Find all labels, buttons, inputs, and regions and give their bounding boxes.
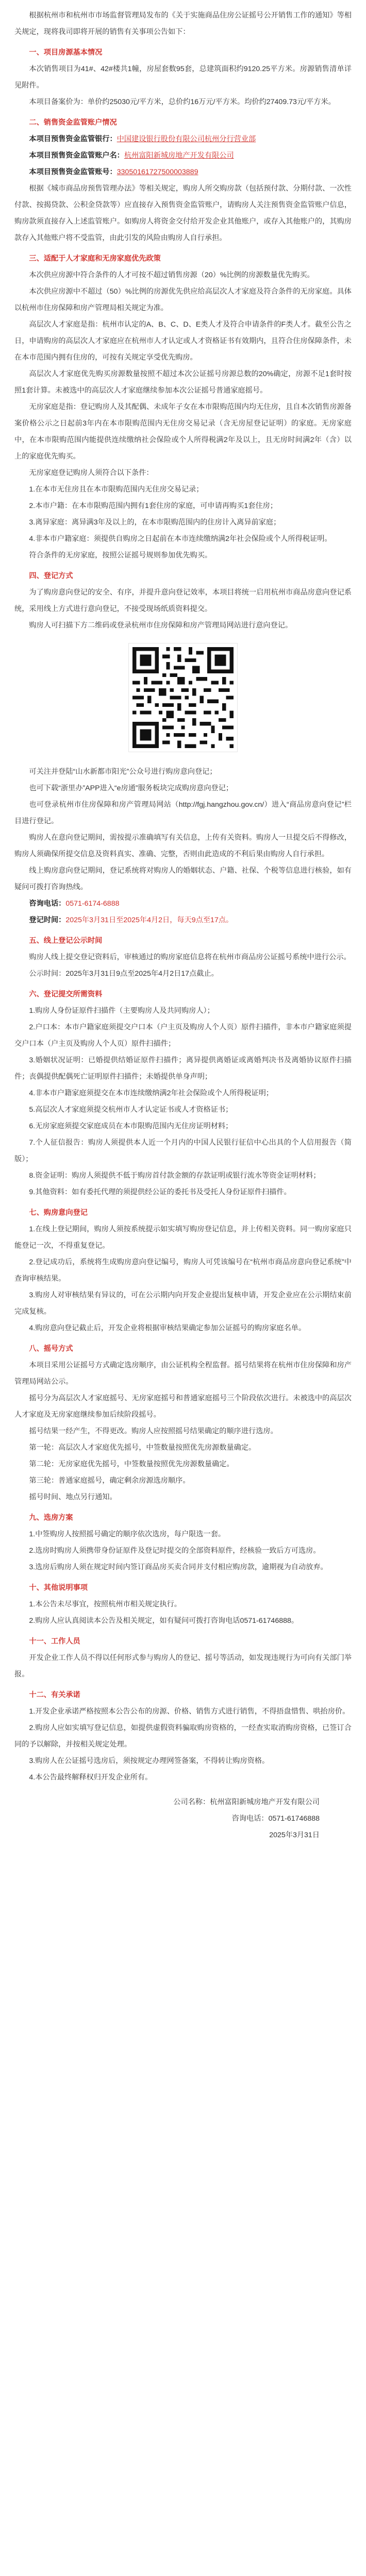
- section-7-item: 4.购房意向登记截止后，开发企业将根据审核结果确定参加公证摇号的购房家庭名单。: [29, 1324, 306, 1332]
- section-4-para: 也可登录杭州市住房保障和房产管理局网站（http://fgj.hangzhou.gov.cn/）进入“商品房意向登记”栏目进行登记。: [14, 801, 352, 825]
- section-4-para: 可关注并登陆“山水新都市阳光”公众号进行购房意向登记；: [29, 768, 217, 776]
- section-4-para: 也可下载“浙里办”APP进入“e房通”服务板块完成购房意向登记；: [29, 784, 234, 792]
- section-9-item: 3.选房后购房人须在规定时间内签订商品房买卖合同并支付相应购房款，逾期视为自动放弃。: [29, 1563, 328, 1571]
- registration-time-value: 2025年3月31日至2025年4月2日，每天9点至17点。: [65, 916, 234, 924]
- intro-paragraph: 根据杭州市和杭州市市场监督管理局发布的《关于实施商品住房公证摇号公开销售工作的通知》等相关规定，现将我司即将开展的销售有关事项公告如下：: [14, 11, 352, 36]
- info-key: 本项目预售资金监管账户名：: [29, 151, 124, 160]
- section-9-item: 1.中签购房人按照摇号确定的顺序依次选房，每户限选一套。: [29, 1530, 226, 1538]
- section-10-item: 2.购房人应认真阅读本公告及相关规定，如有疑问可拨打咨询电话0571-61746888。: [29, 1617, 299, 1625]
- section-8-para: 本项目采用公证摇号方式确定选房顺序，由公证机构全程监督。摇号结果将在杭州市住房保障和房产管理局网站公示。: [14, 1361, 352, 1386]
- section-8-para: 第三轮：普通家庭摇号，确定剩余房源选房顺序。: [29, 1477, 190, 1485]
- section-4-para: 线上购房意向登记期间，登记系统将对购房人的婚姻状态、户籍、社保、个税等信息进行核验，如有疑问可拨打咨询热线。: [14, 867, 352, 891]
- section-8-title: 八、摇号方式: [29, 1345, 73, 1353]
- section-8-para: 摇号分为高层次人才家庭摇号、无房家庭摇号和普通家庭摇号三个阶段依次进行。未被选中的高层次人才家庭及无房家庭继续参加后续阶段摇号。: [14, 1394, 352, 1419]
- hotline-value: 0571-6174-6888: [65, 900, 120, 908]
- bank-line: [14, 131, 352, 147]
- section-7-item: 2.登记成功后，系统将生成购房意向登记编号，购房人可凭该编号在“杭州市商品房意向登记系统”中查询审核结果。: [14, 1258, 352, 1283]
- signature-date: 2025年3月31日: [269, 1831, 320, 1839]
- section-3-para: 无房家庭是指：登记购房人及其配偶、未成年子女在本市限购范围内均无住房，且自本次销售房源备案价格公示之日起前3年内在本市限购范围内无住房交易记录（含无房屋登记证明）的家庭。无房家庭中，在本市限购范围内能提供连续缴纳社会保险或个人所得税满2年及以上，且无房时间满2年（含）以上的家庭优先购买。: [14, 403, 352, 461]
- section-3-title: 三、适配于人才家庭和无房家庭优先政策: [29, 255, 161, 263]
- section-3-list-item: 3.离异家庭：离异满3年及以上的，在本市限购范围内的住房计入离异前家庭；: [29, 518, 281, 527]
- section-9-item: 2.选房时购房人须携带身份证原件及登记时提交的全部资料原件，经核验一致后方可选房。: [29, 1547, 321, 1555]
- section-6-item: 9.其他资料：如有委托代理的须提供经公证的委托书及受托人身份证原件扫描件。: [29, 1188, 291, 1196]
- registration-time-line: [14, 912, 352, 928]
- section-1-para: 本项目备案价为：单价约25030元/平方米，总价约16万元/平方米。均价约27409.73元/平方米。: [29, 98, 336, 106]
- info-key: 咨询电话：: [29, 900, 66, 908]
- section-7-item: 3.购房人对审核结果有异议的，可在公示期内向开发企业提出复核申请，开发企业应在公示期结束前完成复核。: [14, 1291, 352, 1316]
- info-value: 33050161727500003889: [117, 168, 198, 176]
- section-4-para: 为了购房意向登记的安全、有序，并提升意向登记效率，本项目将统一启用杭州市商品房意向登记系统，采用线上方式进行意向登记，不接受现场纸质资料提交。: [14, 588, 352, 613]
- account-number-line: [14, 164, 352, 180]
- section-8-para: 摇号时间、地点另行通知。: [29, 1493, 117, 1501]
- section-1-title: 一、项目房源基本情况: [29, 48, 103, 57]
- section-4-para: 购房人可扫描下方二维码或登录杭州市住房保障和房产管理局网站进行意向登记。: [29, 621, 293, 630]
- info-key: 本项目预售资金监管账号：: [29, 168, 117, 176]
- section-7-title: 七、购房意向登记: [29, 1209, 88, 1217]
- section-3-para: 本次供应房源中符合条件的人才可按不超过销售房源（20）%比例的房源数量优先购买。: [29, 271, 314, 279]
- section-5-title: 五、线上登记公示时间: [29, 937, 103, 945]
- section-6-item: 7.个人征信报告：购房人须提供本人近一个月内的中国人民银行征信中心出具的个人信用报告（简版）；: [14, 1139, 352, 1163]
- section-12-item: 1.开发企业承诺严格按照本公告公布的房源、价格、销售方式进行销售，不得捂盘惜售、哄抬房价。: [29, 1707, 350, 1716]
- info-value: 中国建设银行股份有限公司杭州分行营业部: [117, 135, 256, 143]
- section-11-title: 十一、工作人员: [29, 1637, 80, 1646]
- section-3-para: 高层次人才家庭是指：杭州市认定的A、B、C、D、E类人才及符合申请条件的F类人才。截至公告之日，申请购房的高层次人才家庭应在杭州市人才认定或人才资格证书有效期内，且符合住房保障条件，未在本市范围内拥有住房的，可按有关规定享受优先购房。: [14, 320, 352, 362]
- section-3-para: 本次供应房源中不超过（50）%比例的房源优先供应给高层次人才家庭及符合条件的无房家庭。具体以杭州市住房保障和房产管理局相关规定为准。: [14, 287, 352, 312]
- section-3-list-item: 4.非本市户籍家庭：须提供自购房之日起前在本市连续缴纳满2年社会保险或个人所得税证明。: [29, 535, 332, 543]
- section-3-para: 符合条件的无房家庭，按照公证摇号规则参加优先购买。: [29, 551, 212, 560]
- section-8-para: 第二轮：无房家庭优先摇号，中签数量按照优先房源数量确定。: [29, 1460, 234, 1468]
- section-5-para: 公示时间：2025年3月31日9点至2025年4月2日17点截止。: [29, 970, 219, 978]
- section-12-item: 4.本公告最终解释权归开发企业所有。: [29, 1773, 153, 1782]
- section-6-item: 3.婚姻状况证明：已婚提供结婚证原件扫描件；离异提供离婚证或离婚判决书及离婚协议原件扫描件；丧偶提供配偶死亡证明原件扫描件；未婚提供单身声明；: [14, 1056, 352, 1081]
- section-6-item: 5.高层次人才家庭须提交杭州市人才认定证书或人才资格证书；: [29, 1106, 233, 1114]
- section-2-para: 根据《城市商品房预售管理办法》等相关规定，购房人所交购房款（包括预付款、分期付款、一次性付款、按揭贷款、公积金贷款等）应直接存入预售资金监管账户，请购房人关注预售资金监管账户信息，购房款须直接存入上述监管账户。如购房人将资金交付给开发企业其他账户，或存入其他账户的，其购房款存入其他账户将不受监管，由此引发的风险由购房人自行承担。: [14, 184, 352, 242]
- hotline-line: [14, 895, 352, 912]
- signature-company: 公司名称：杭州富阳新城房地产开发有限公司: [173, 1798, 320, 1806]
- section-8-para: 第一轮：高层次人才家庭优先摇号，中签数量按照优先房源数量确定。: [29, 1444, 256, 1452]
- section-12-title: 十二、有关承诺: [29, 1691, 80, 1699]
- section-8-para: 摇号结果一经产生，不得更改。购房人应按照摇号结果确定的顺序进行选房。: [29, 1427, 278, 1435]
- section-10-title: 十、其他说明事项: [29, 1584, 88, 1592]
- section-2-title: 二、销售资金监管账户情况: [29, 118, 117, 127]
- section-12-item: 2.购房人应如实填写登记信息，如提供虚假资料骗取购房资格的，一经查实取消购房资格，已签订合同的予以解除，并按相关规定处理。: [14, 1724, 352, 1749]
- section-6-item: 4.非本市户籍家庭须提交在本市连续缴纳满2年社会保险或个人所得税证明；: [29, 1089, 274, 1097]
- info-key: 登记时间：: [29, 916, 66, 924]
- section-4-para: 购房人在意向登记期间，需按提示准确填写有关信息，上传有关资料。购房人一旦提交后不得修改，购房人须确保所提交信息及资料真实、准确、完整，否则由此造成的不利后果由购房人自行承担。: [14, 834, 352, 858]
- account-name-line: [14, 147, 352, 164]
- section-3-para: 无房家庭登记购房人须符合以下条件：: [29, 469, 154, 477]
- section-10-item: 1.本公告未尽事宜，按照杭州市相关规定执行。: [29, 1600, 181, 1608]
- section-3-list-item: 1.在本市无住房且在本市限购范围内无住房交易记录；: [29, 485, 204, 494]
- info-value: 杭州富阳新城房地产开发有限公司: [124, 151, 234, 160]
- section-7-item: 1.在线上登记期间，购房人须按系统提示如实填写购房登记信息，并上传相关资料。同一购房家庭只能登记一次，不得重复登记。: [14, 1225, 352, 1250]
- qr-code-block: [14, 643, 352, 757]
- section-6-item: 6.无房家庭须提交家庭成员在本市限购范围内无住房证明材料；: [29, 1122, 233, 1130]
- qr-code-icon[interactable]: [128, 643, 238, 752]
- section-6-title: 六、登记提交所需资料: [29, 990, 103, 998]
- section-9-title: 九、选房方案: [29, 1514, 73, 1522]
- info-key: 本项目预售资金监管银行：: [29, 135, 117, 143]
- section-6-item: 2.户口本：本市户籍家庭须提交户口本（户主页及购房人个人页）原件扫描件，非本市户籍家庭须提交户口本（户主页及购房人个人页）原件扫描件；: [14, 1023, 352, 1048]
- section-4-title: 四、登记方式: [29, 572, 73, 580]
- section-3-para: 高层次人才家庭优先购买房源数量按照不超过本次公证摇号房源总数的20%确定，房源不足1套时按照1套计算。未被选中的高层次人才家庭继续参加本次公证摇号普通家庭摇号。: [14, 370, 352, 395]
- signature-phone: 咨询电话：0571-61746888: [231, 1815, 320, 1823]
- section-6-item: 8.资金证明：购房人须提供不低于购房首付款金额的存款证明或银行流水等资金证明材料；: [29, 1172, 321, 1180]
- section-5-para: 购房人线上提交登记资料后，审核通过的购房家庭信息将在杭州市商品房公证摇号系统中进行公示。: [29, 953, 351, 961]
- section-11-para: 开发企业工作人员不得以任何形式参与购房人的登记、摇号等活动，如发现违规行为可向有关部门举报。: [14, 1654, 352, 1679]
- section-6-item: 1.购房人身份证原件扫描件（主要购房人及共同购房人）；: [29, 1007, 214, 1015]
- section-12-item: 3.购房人在公证摇号选房后，须按规定办理网签备案，不得转让购房资格。: [29, 1757, 270, 1765]
- section-3-list-item: 2.本市户籍：在本市限购范围内拥有1套住房的家庭，可申请再购买1套住房；: [29, 502, 278, 510]
- section-1-para: 本次销售项目为41#、42#楼共1幢，房屋套数95套，总建筑面积约9120.25平方米。房源销售清单详见附件。: [14, 65, 352, 90]
